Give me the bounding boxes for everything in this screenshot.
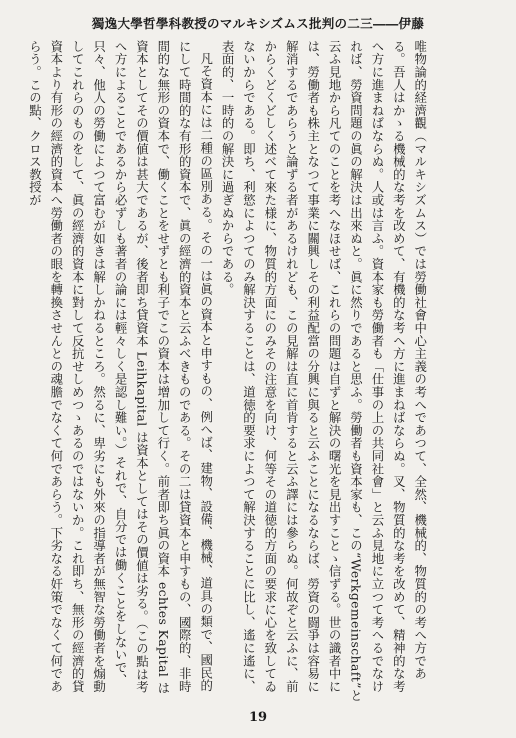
running-header: 獨逸大學哲學科教授のマルキシズムス批判の二三――伊藤 (91, 16, 425, 31)
body-text-area (24, 40, 500, 702)
paragraph-capital-types: 凡そ資本には二種の區別ある。その一は眞の資本と申すもの、例へば、建物、設備、機械、道具の類で、國民的にして時間的な有形的資本で、眞の經濟的資本と云ふべきものである。その二は貸資本と申すもの、國際的、非時間的な無形の資本で、働くことをせずとも利子でこの資本は增加して行く。前者即ち眞の資本 echtes Kapital は資本としてその價値は甚大であるが、後者即ち貸資本 Leihkapital は資本としてはその價値は劣る。（この點は考へ方によることであるから必ずしも著者の論には輕々しく是認し難い。）それで、自分では働くことをしないで、只々、他人の勞働によつて富むが如きは解しかねるところ。然るに、卑劣にも外來の指導者が無智な勞働者を煽動してこれらのものをして、眞の經濟的資本に對して反抗せしめつゝあるのではないか。これ即ち、無形の經濟的貸資本より有形の經濟的資本へ勞働者の眼を轉換させんとの魂膽でなくて何であらう。下劣なる奸策でなくて何であらう。この點、クロス教授が (27, 40, 214, 695)
paragraph-continued: 唯物論的経濟觀（マルキシズムス）では勞働社會中心主義の考へであつて、全然、機械的、物質的の考へ方である。吾人はかゝる機械的な考を改めて、有機的な考へ方に進まねばならぬ。叉、物質的な考を改めて、精神的な考へ方に進まねばならぬ。人或は言ふ。資本家も勞働者も「仕事の上の共同社會」と云ふ見地に立つて考へるでなければ、勞資問題の眞の解決は出來ぬと。眞に然りであると思ふ。勞働者も資本家も、この“Werkgemeinschaft”と云ふ見地から凡てのことを考へなほせば、これらの問題は自ずと解決の曙光を見出すことゝ信ずる。世の識者中には、勞働者も株主となつて事業に關興しその利益配當の分興に與ると云ふことになるならば、勞資の闘爭は容易に解消するであらうと論ずる者があるけれども、この見解は直に首肯すると云ふ譯には參らぬ。何故ぞと云ふに、前からくどくどしく述べて來た様に、物質的方面にのみその注意を向け、何等その道徳的方面の要求に心を致してゐないからである。即ち、利慾によつてのみ解決することは、道徳的要求によつて解決することに比し、遙に遙に、表面的、一時的の解決に過ぎぬからである。 (220, 40, 428, 702)
page-number: 19 (248, 710, 268, 725)
vertical-text-columns (24, 40, 431, 702)
